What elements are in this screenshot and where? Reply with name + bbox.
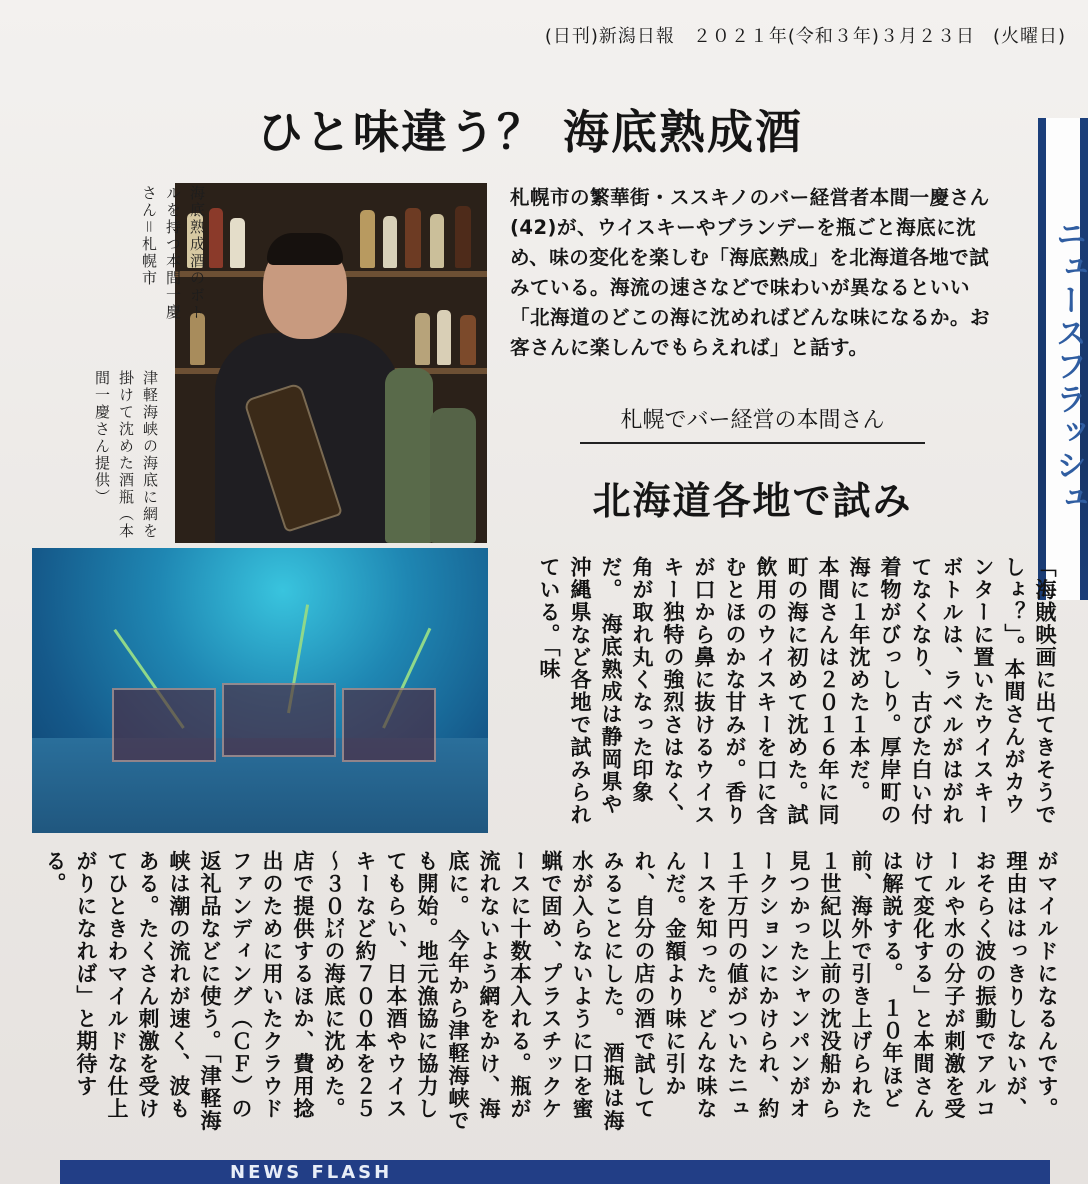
- body-upper: [500, 556, 1060, 836]
- sidebar-label: ニュースフラッシュ: [1050, 218, 1086, 515]
- underwater-photo: [32, 548, 488, 833]
- body-paragraph: 「海賊映画に出てきそうでしょ？」。本間さんがカウンターに置いたウイスキーボトルは、ラベルがはがれてなくなり、古びた白い付着物がびっしり。厚岸町の海に１年沈めた１本だ。: [847, 556, 1057, 826]
- body-paragraph: 酒瓶は海水が入らないように口を蜜蝋で固め、プラスチックケースに十数本入れる。瓶が流れないよう網をかけ、海底に。: [446, 850, 625, 1132]
- photo-caption-sea: 津軽海峡の海底に網を掛けて沈めた酒瓶（本間一慶さん提供）: [93, 370, 159, 540]
- body-paragraph: がマイルドになるんです。理由ははっきりしないが、おそらく波の振動でアルコールや水の分子が刺激を受けて変化する」と本間さんは解説する。: [880, 850, 1059, 1120]
- footer-band: [60, 1160, 1050, 1184]
- publication-date: ２０２１年(令和３年)３月２３日: [692, 26, 975, 47]
- article-subhead: 札幌でバー経営の本間さん: [580, 403, 925, 444]
- aged-bottle-crusted: [385, 368, 433, 543]
- footer-label: NEWS FLASH: [230, 1162, 393, 1183]
- body-paragraph: 海底熟成は静岡県や沖縄県など各地で試みられている。「味: [537, 556, 623, 826]
- body-lower: [22, 850, 1062, 1142]
- paper-name: (日刊)新潟日報: [544, 26, 675, 47]
- article-headline: ひと味違う？ 海底熟成酒: [256, 105, 803, 159]
- body-paragraph: 本間さんは２０１６年に同町の海に初めて沈めた。試飲用のウイスキーを口に含むとほのかな甘みが。香りが口から鼻に抜けるウイスキー独特の強烈さはなく、角が取れ丸くなった印象だ。: [599, 556, 840, 826]
- body-paragraph: １０年ほど前、海外で引き上げられた１世紀以上前の沈没船から見つかったシャンパンがオークションにかけられ、約１千万円の値がついたニュースを知った。どんな味なんだ。金額より味に引かれ、自分の店の酒で試してみることにした。: [601, 850, 904, 1120]
- photo-caption-owner: 海底熟成酒のボトルを持つ本間一慶さん＝札幌市: [140, 185, 206, 321]
- net-crate: [222, 683, 336, 757]
- dateline: [527, 22, 1066, 48]
- weekday: (火曜日): [992, 26, 1066, 47]
- bar-owner-photo: [175, 183, 487, 543]
- net-crate: [112, 688, 216, 762]
- article-lede: 札幌市の繁華街・ススキノのバー経営者本間一慶さん(42)が、ウイスキーやブランデーを瓶ごと海底に沈め、味の変化を楽しむ「海底熟成」を北海道各地で試みている。海流の速さなどで味わいが異なるといい「北海道のどこの海に沈めればどんな味になるか。お客さんに楽しんでもらえれば」と話す。: [510, 186, 991, 359]
- body-paragraph: 今年から津軽海峡でも開始。地元漁協に協力してもらい、日本酒やウイスキーなど約７００本を２５～３０㍍の海底に沈めた。店で提供するほか、費用捻出のために用いたクラウドファンディング（ＣＦ）の返礼品などに使う。「津軽海峡は潮の流れが速く、波もある。たくさん刺激を受けてひときわマイルドな仕上がりになれば」と期待する。: [43, 850, 470, 1132]
- news-flash-sidebar: [1038, 118, 1088, 600]
- net-crate: [342, 688, 436, 762]
- article-main-head: 北海道各地で試み: [592, 478, 913, 523]
